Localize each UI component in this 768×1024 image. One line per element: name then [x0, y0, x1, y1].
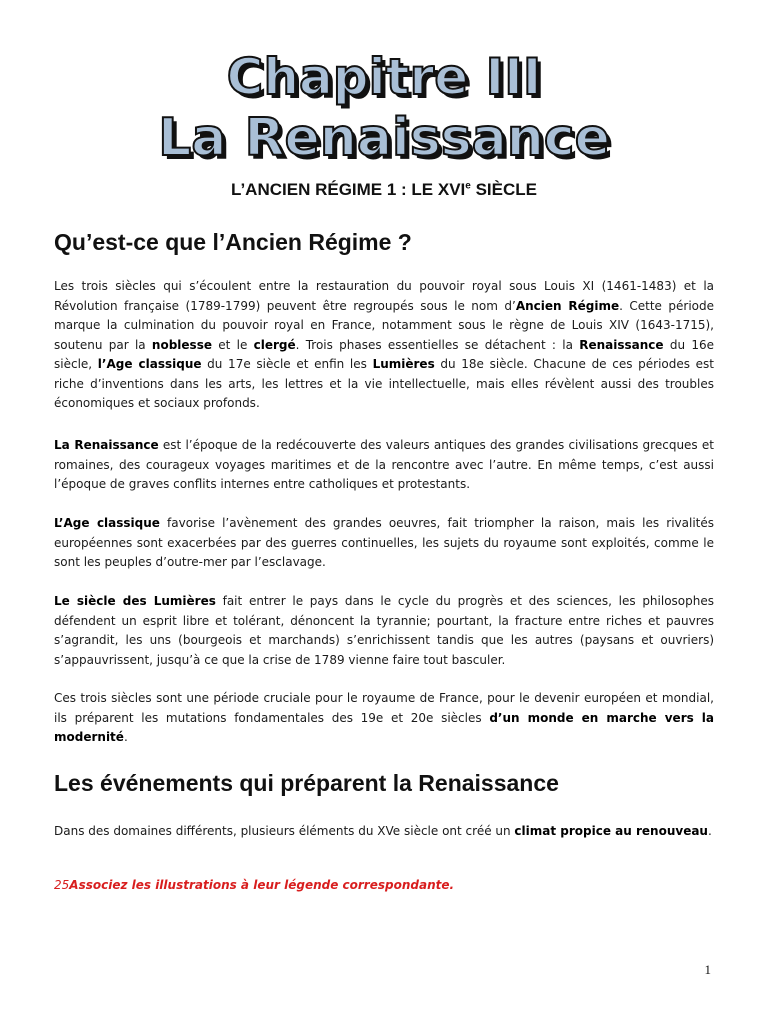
bold-term: Lumières	[372, 357, 435, 371]
subtitle-prefix: L’ANCIEN RÉGIME 1 : LE XVI	[231, 180, 466, 199]
page-number: 1	[704, 962, 711, 977]
bold-term: Renaissance	[579, 337, 664, 352]
bold-term: Le siècle des Lumières	[54, 594, 216, 608]
bold-term: d’un monde en marche vers la modernité	[54, 710, 715, 744]
section1-paragraph-1	[54, 277, 714, 414]
subtitle-superscript: e	[465, 180, 471, 192]
text-run: Ces trois siècles sont une période cruciale pour le royaume de France, pour le devenir européen et mondial, ils préparent les mutations fondamentales des 19e et 20e siècles	[54, 691, 714, 725]
section1-paragraph-4	[54, 592, 714, 670]
chapter-subtitle	[0, 180, 768, 200]
text-run: est l’époque de la redécouverte des valeurs antiques des grandes civilisations grecques et romaines, des courageux voyages maritimes et de la rencontre avec l’autre. En même temps, c’est aussi l’époque de graves conflits internes entre catholiques et protestants.	[54, 438, 715, 491]
chapter-title-line1: Chapitre III	[226, 48, 542, 106]
text-run: du 18e siècle. Chacune de ces périodes est riche d’inventions dans les arts, les lettres et la vie intellectuelle, mais elles révèlent aussi des troubles économiques et sociaux profonds.	[54, 357, 715, 410]
bold-term: L’Age classique	[54, 516, 160, 530]
text-run: favorise l’avènement des grandes oeuvres, fait triompher la raison, mais les rivalités européennes sont exacerbées par des guerres continuelles, les sujets du royaume sont exploités, comme le sont les peuples d’outre-mer par l’esclavage.	[54, 516, 714, 569]
exercise-number: 25	[54, 878, 70, 892]
text-run: Dans des domaines différents, plusieurs éléments du XVe siècle ont créé un	[54, 824, 515, 838]
text-run: fait entrer le pays dans le cycle du progrès et des sciences, les philosophes défendent un esprit libre et tolérant, dénoncent la tyrannie; pourtant, la fracture entre riches et pauvres s’agrandit, les uns (bourgeois et marchands) s’enrichissent tandis que les autres (paysans et ouvriers) s’appauvrissent, jusqu’à ce que la crise de 1789 vienne faire tout basculer.	[54, 594, 714, 667]
bold-term: La Renaissance	[54, 438, 159, 452]
section2-heading: Les événements qui préparent la Renaissance	[54, 770, 559, 796]
text-run: du 16e siècle,	[54, 337, 714, 371]
bold-term: clergé	[253, 337, 296, 352]
text-run: et le	[211, 337, 254, 352]
section1-paragraph-3	[54, 514, 714, 573]
section1-paragraph-5	[54, 689, 714, 748]
section2-paragraph-1	[54, 822, 714, 842]
bold-term: Ancien Régime	[515, 298, 620, 313]
chapter-title-line2: La Renaissance	[158, 108, 610, 168]
text-run: .	[123, 730, 128, 744]
text-run: .	[707, 824, 712, 838]
text-run: Les trois siècles qui s’écoulent entre la restauration du pouvoir royal sous Louis XI (1461-1483) et la Révolution française (1789-1799) peuvent être regroupés sous le nom d’	[54, 279, 714, 313]
text-run: du 17e siècle et enfin les	[201, 357, 373, 371]
section1-paragraph-2	[54, 436, 714, 495]
bold-term: l’Age classique	[97, 357, 202, 371]
bold-term: climat propice au renouveau	[514, 824, 708, 838]
exercise-instruction	[54, 878, 714, 892]
text-run: . Cette période marque la culmination du pouvoir royal en France, notamment sous le règne de Louis XIV (1643-1715), soutenu par la	[54, 298, 715, 352]
bold-term: noblesse	[151, 337, 212, 352]
section1-heading: Qu’est-ce que l’Ancien Régime ?	[54, 229, 412, 255]
subtitle-suffix: SIÈCLE	[470, 180, 537, 199]
exercise-text: Associez les illustrations à leur légende correspondante.	[69, 878, 455, 892]
text-run: . Trois phases essentielles se détachent : la	[295, 337, 580, 352]
